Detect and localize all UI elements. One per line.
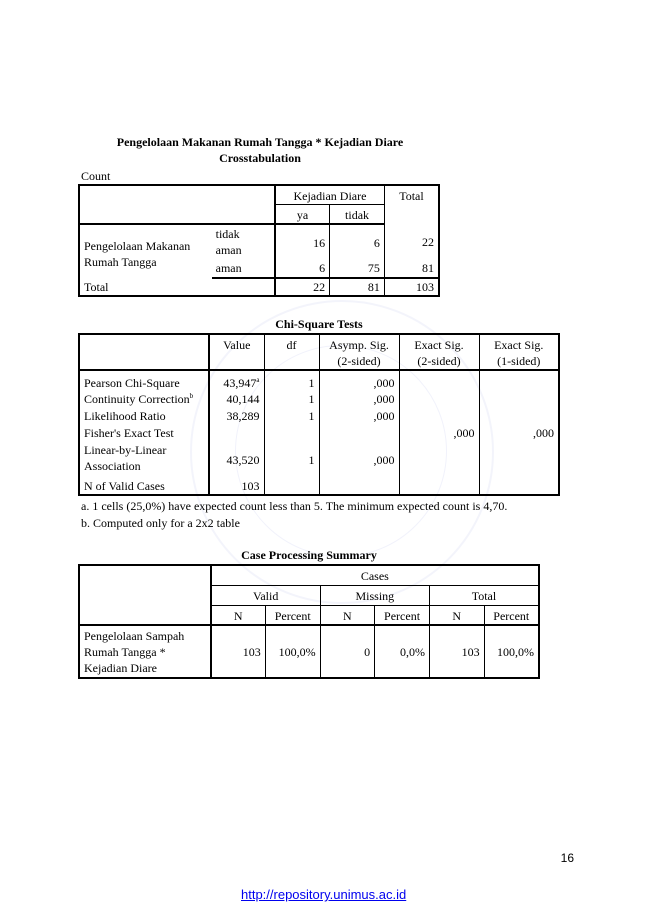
row-label-text: Continuity Correction (84, 392, 190, 406)
cell-total: 22 (422, 235, 434, 249)
row-variable-line2: Rumah Tangga (84, 254, 157, 269)
cps-table (78, 564, 540, 679)
n-header: N (320, 605, 374, 625)
cell-df: 1 (264, 391, 319, 408)
row-label (79, 442, 209, 478)
cell-value: 38,289 (209, 408, 264, 425)
exact-sig-2-header-line2: (2-sided) (417, 354, 461, 368)
row-label (79, 625, 211, 678)
percent-header: Percent (484, 605, 539, 625)
cell-value: 43,520 (209, 442, 264, 478)
row-label (79, 370, 209, 391)
df-header: df (264, 334, 319, 370)
cell-total-n: 103 (429, 625, 484, 678)
crosstab-title-line1: Pengelolaan Makanan Rumah Tangga * Kejadian Diare (116, 135, 404, 149)
col-ya-header: ya (275, 205, 330, 225)
cell-exact-2: ,000 (399, 425, 479, 442)
cell-asymp: ,000 (319, 408, 399, 425)
cases-header: Cases (211, 565, 539, 585)
cell-tidak: 81 (330, 278, 385, 296)
cell-total: 103 (416, 280, 434, 294)
row-label (212, 224, 275, 260)
repository-link[interactable]: http://repository.unimus.ac.id (241, 887, 407, 902)
cell-df: 1 (264, 408, 319, 425)
row-label-line3: Kejadian Diare (84, 661, 157, 675)
exact-sig-2-header-line1: Exact Sig. (414, 338, 464, 352)
n-header: N (211, 605, 266, 625)
row-label-text: Pearson Chi-Square (84, 376, 180, 390)
percent-header: Percent (265, 605, 320, 625)
table-row (79, 370, 559, 391)
row-variable-line1: Pengelolaan Makanan (84, 238, 191, 253)
cell-valid-n: 103 (211, 625, 266, 678)
chisq-title: Chi-Square Tests (275, 317, 363, 331)
cell-asymp: ,000 (319, 442, 399, 478)
cps-title: Case Processing Summary (241, 548, 377, 562)
table-row (79, 442, 559, 478)
table-row (79, 391, 559, 408)
footnote-b: b. Computed only for a 2x2 table (81, 516, 240, 530)
exact-sig-1-header (479, 334, 559, 370)
row-label-line1: tidak (215, 227, 240, 241)
row-label: N of Valid Cases (79, 478, 209, 495)
exact-sig-1-header-line1: Exact Sig. (494, 338, 544, 352)
col-tidak-header: tidak (330, 205, 385, 225)
page-number: 16 (560, 851, 574, 865)
table-row (79, 625, 539, 678)
value-header: Value (209, 334, 264, 370)
table-row-total (79, 278, 439, 296)
total-header: Total (429, 585, 539, 605)
table-row (79, 478, 559, 495)
cell-valid-percent: 100,0% (265, 625, 320, 678)
asymp-sig-header-line2: (2-sided) (337, 354, 381, 368)
cell-value-text: 43,947 (223, 376, 257, 390)
cell-total-percent: 100,0% (497, 644, 534, 659)
cell-exact-1: ,000 (533, 426, 554, 440)
footnote-marker: b (189, 392, 194, 400)
exact-sig-1-header-line2: (1-sided) (497, 354, 541, 368)
row-label: aman (212, 260, 275, 278)
cell-missing-percent: 0,0% (375, 625, 430, 678)
row-label-line2: Rumah Tangga * (84, 645, 166, 659)
cell-tidak: 6 (330, 224, 385, 260)
footnote-marker: a (256, 376, 260, 384)
valid-header: Valid (211, 585, 320, 605)
row-label-line2: aman (215, 243, 242, 257)
table-row (79, 425, 559, 442)
row-variable (79, 224, 212, 278)
row-label: Likelihood Ratio (79, 408, 209, 425)
cell-df: 1 (264, 370, 319, 391)
table-row (79, 224, 439, 260)
cell-tidak: 75 (330, 260, 385, 278)
row-label (79, 391, 209, 408)
row-label-line1: Linear-by-Linear (84, 443, 167, 457)
cell-value: 40,144 (209, 391, 264, 408)
cell-ya: 6 (275, 260, 330, 278)
percent-header: Percent (375, 605, 430, 625)
crosstab-table (78, 184, 440, 297)
footnote-a: a. 1 cells (25,0%) have expected count less than 5. The minimum expected count is 4,70. (81, 499, 508, 513)
missing-header: Missing (320, 585, 429, 605)
exact-sig-2-header (399, 334, 479, 370)
cell-missing-n: 0 (320, 625, 374, 678)
chisq-table (78, 333, 560, 496)
table-row (79, 408, 559, 425)
cell-value (209, 370, 264, 391)
cell-asymp: ,000 (319, 370, 399, 391)
cell-df: 1 (264, 442, 319, 478)
cell-value: 103 (209, 478, 264, 495)
asymp-sig-header-line1: Asymp. Sig. (329, 338, 389, 352)
n-header: N (429, 605, 484, 625)
total-row-label: Total (79, 278, 275, 296)
row-label: Fisher's Exact Test (79, 425, 209, 442)
count-label: Count (81, 169, 111, 183)
cell-total: 81 (384, 260, 439, 278)
col-total-header: Total (399, 189, 424, 203)
cell-asymp: ,000 (319, 391, 399, 408)
row-label-line1: Pengelolaan Sampah (84, 629, 185, 643)
crosstab-title-line2: Crosstabulation (219, 151, 301, 165)
crosstab-title (80, 134, 440, 166)
asymp-sig-header (319, 334, 399, 370)
col-group-header: Kejadian Diare (275, 185, 384, 205)
cell-ya: 22 (275, 278, 330, 296)
cell-ya: 16 (275, 224, 330, 260)
row-label-line2: Association (84, 459, 141, 473)
